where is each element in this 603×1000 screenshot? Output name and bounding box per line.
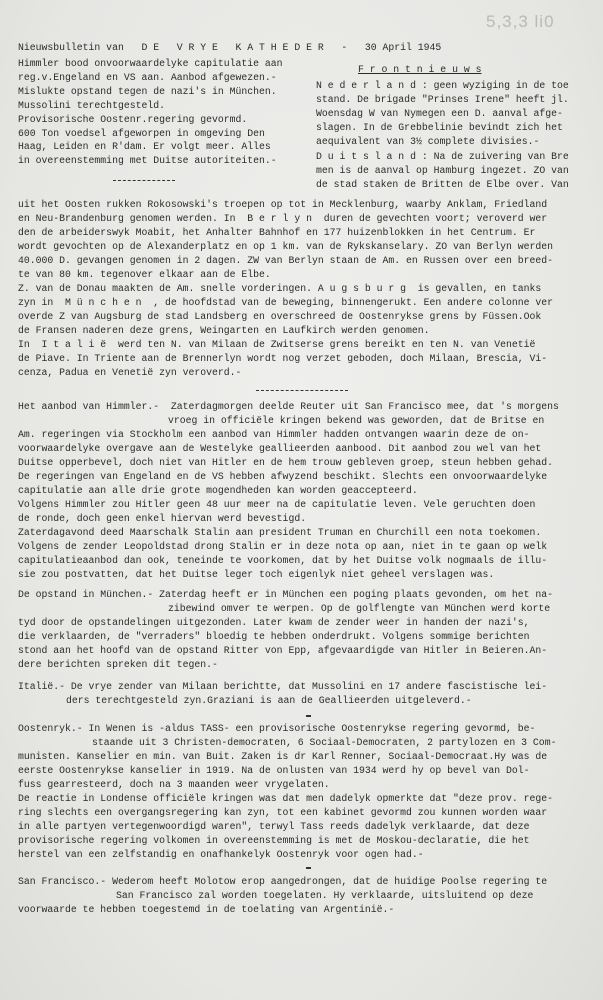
text-line-duitsland: Z. van de Donau maakten de Am. snelle vorderingen. A u g s b u r g is gevallen, en tanks xyxy=(18,283,542,294)
text-line-italie_front: cenza, Padua en Venetië zyn veroverd.- xyxy=(18,367,242,378)
text-line-duitsland: 40.000 D. gevangen genomen in 2 dagen. ZW van Berlyn staan de Am. en Russen over een breed- xyxy=(18,255,553,266)
text-line-sanfrancisco: San Francisco zal worden toegelaten. Hy verklaarde, uitsluitend op deze xyxy=(116,890,534,901)
text-line-nederland: aequivalent van 3½ complete divisies.- xyxy=(316,135,540,147)
text-line-summary: reg.v.Engeland en VS aan. Aanbod afgewezen.- xyxy=(18,71,277,83)
text-line-sanfrancisco: voorwaarde te hebben toegestemd in de toelating van Argentinië.- xyxy=(18,904,395,915)
text-line-himmler: Duitse opperbevel, doch niet van Hitler en de hem trouw gebleven groep, steun hebben gehad. xyxy=(18,457,553,468)
text-line-nederland: slagen. In de Grebbelinie bevindt zich het xyxy=(316,121,563,133)
text-line-oostenryk: ring slechts een overgangsregering kan zyn, tot een kabinet gevormd zou kunnen worden waar xyxy=(18,807,548,818)
text-line-duitsland_top: de stad staken de Britten de Elbe over. Van xyxy=(316,178,569,190)
archive-stamp: 5,3,3 li0 xyxy=(486,12,555,31)
text-line-munchen: dere berichten spreken dit tegen.- xyxy=(18,659,218,670)
text-line-oostenryk: eerste Oostenrykse kanselier in 1919. Na de onlusten van 1934 werd hy op bevel van Dol- xyxy=(18,765,530,776)
document-header: Nieuwsbulletin van D E V R Y E K A T H E D E R - 30 April 1945 xyxy=(18,42,442,53)
text-line-himmler: de ronde, doch geen enkel hiervan werd bevestigd. xyxy=(18,513,307,524)
text-line-sanfrancisco: San Francisco.- Wederom heeft Molotow erop aangedrongen, dat de huidige Poolse regering te xyxy=(18,876,548,887)
text-line-himmler: sie zou postvatten, dat het Duitse leger toch eigenlyk niet geheel verslagen was. xyxy=(18,569,495,580)
text-line-oostenryk: staande uit 3 Christen-democraten, 6 Sociaal-Democraten, 2 partylozen en 3 Com- xyxy=(92,737,557,748)
text-line-duitsland: den de arbeiderswyk Moabit, het Anhalter Bahnhof en 177 huizenblokken in het Centrum. Er xyxy=(18,227,536,238)
separator-dash xyxy=(306,867,311,869)
text-line-italie: ders terechtgesteld zyn.Graziani is aan de Geallieerden uitgeleverd.- xyxy=(66,695,472,706)
separator-dash xyxy=(306,715,311,717)
text-line-nederland: N e d e r l a n d : geen wyziging in de toe xyxy=(316,80,569,91)
text-line-summary: Mislukte opstand tegen de nazi's in München. xyxy=(18,85,277,97)
text-line-himmler: vroeg in officiële kringen bekend was geworden, dat de Britse en xyxy=(168,415,545,426)
text-line-munchen: die verklaarden, de "verraders" bloedig te hebben onderdrukt. Volgens sommige berichten xyxy=(18,631,530,642)
text-line-summary: Haag, Leiden en R'dam. Er volgt meer. Alles xyxy=(18,141,271,153)
text-line-himmler: capitulatieaanbod dan ook, teneinde te voorkomen, dat by het Duitse volk nogmaals de illu- xyxy=(18,555,548,566)
text-line-himmler: Volgens Himmler zou Hitler geen 48 uur meer na de capitulatie leven. Vele geruchten doen xyxy=(18,499,536,510)
text-line-duitsland: zyn in M ü n c h e n , de hoofdstad van de beweging, binnengerukt. Een andere colonne ver xyxy=(18,297,553,308)
text-line-oostenryk: in alle partyen vertegenwoordigd waren", terwyl Tass reeds dadelyk verklaarde, dat deze xyxy=(18,821,530,832)
text-line-summary: Provisorische Oostenr.regering gevormd. xyxy=(18,113,248,125)
text-line-himmler: capitulatie aan alle drie grote mogendheden kan worden geaccepteerd. xyxy=(18,485,418,496)
text-line-oostenryk: fuss gearresteerd, doch na 3 maanden weer vrygelaten. xyxy=(18,779,330,790)
front-news-heading: F r o n t n i e u w s xyxy=(358,64,482,75)
text-line-italie: Italië.- De vrye zender van Milaan berichtte, dat Mussolini en 17 andere fascistische lei- xyxy=(18,681,548,692)
text-line-oostenryk: Oostenryk.- In Wenen is -aldus TASS- een provisorische Oostenrykse regering gevormd, be- xyxy=(18,723,536,734)
text-line-oostenryk: munisten. Kanselier en min. van Buit. Zaken is dr Karl Renner, Sociaal-Democraat.Hy was de xyxy=(18,751,548,762)
text-line-summary: Mussolini terechtgesteld. xyxy=(18,99,165,111)
text-line-duitsland: de Fransen naderen deze grens, Weingarten en Laufkirch werden genomen. xyxy=(18,325,430,336)
divider xyxy=(256,390,348,391)
text-line-summary: 600 Ton voedsel afgeworpen in omgeving Den xyxy=(18,127,265,139)
text-line-italie_front: de Piave. In Triente aan de Brennerlyn wordt nog verzet geboden, doch Milaan, Brescia, Vi- xyxy=(18,353,548,364)
text-line-duitsland_top: D u i t s l a n d : Na de zuivering van Bre xyxy=(316,151,569,162)
text-line-nederland: Woensdag W van Nymegen een D. aanval afge- xyxy=(316,107,563,119)
text-line-duitsland: en Neu-Brandenburg genomen werden. In B e r l y n duren de gevechten voort; veroverd wer xyxy=(18,213,548,224)
text-line-himmler: Het aanbod van Himmler.- Zaterdagmorgen deelde Reuter uit San Francisco mee, dat 's morgens xyxy=(18,401,559,412)
text-line-oostenryk: De reactie in Londense officiële kringen was dat men dadelyk opmerkte dat "deze prov. rege- xyxy=(18,793,553,804)
text-line-summary: in overeenstemming met Duitse autoriteiten.- xyxy=(18,155,277,167)
text-line-duitsland_top: men is de aanval op Hamburg ingezet. ZO van xyxy=(316,164,569,176)
text-line-oostenryk: provisorische regering volkomen in overeenstemming is met de Moskou-declaratie, die het xyxy=(18,835,530,846)
text-line-duitsland: te van 80 km. tegenover elkaar aan de Elbe. xyxy=(18,269,271,280)
text-line-summary: Himmler bood onvoorwaardelyke capitulatie aan xyxy=(18,58,283,69)
text-line-munchen: zibewind omver te werpen. Op de golflengte van München werd korte xyxy=(168,603,551,614)
text-line-munchen: De opstand in München.- Zaterdag heeft er in München een poging plaats gevonden, om het na- xyxy=(18,589,553,600)
text-line-duitsland: overde Z van Augsburg de stad Landsberg en overschreed de Oostenrykse grens by Füssen.Ook xyxy=(18,311,542,322)
text-line-himmler: Am. regeringen via Stockholm een aanbod van Himmler hadden ontvangen waarin deze de on- xyxy=(18,429,530,440)
text-line-munchen: stond aan het hoofd van de opstand Ritter von Epp, afgevaardigde van Hitler in Beieren.An- xyxy=(18,645,548,656)
text-line-italie_front: In I t a l i ë werd ten N. van Milaan de Zwitserse grens bereikt en ten N. van Venetië xyxy=(18,339,536,350)
text-line-himmler: De regeringen van Engeland en de VS hebben afwyzend beschikt. Slechts een onvoorwaardelyke xyxy=(18,471,548,482)
text-line-himmler: Volgens de zender Leopoldstad drong Stalin er in deze nota op aan, niet in te gaan op welk xyxy=(18,541,548,552)
text-line-duitsland: wordt gevochten op de Alexanderplatz en op 1 km. van de Rykskanselary. ZO van Berlyn werden xyxy=(18,241,553,252)
text-line-himmler: voorwaardelyke overgave aan de Westelyke geallieerden aanbood. Dit aanbod zou wel van het xyxy=(18,443,542,454)
divider xyxy=(113,180,175,181)
text-line-himmler: Zaterdagavond deed Maarschalk Stalin aan president Truman en Churchill een nota toekomen. xyxy=(18,527,542,538)
text-line-duitsland: uit het Oosten rukken Rokosowski's troepen op tot in Mecklenburg, waarby Anklam, Friedland xyxy=(18,199,548,210)
text-line-munchen: tyd door de opstandelingen uitgezonden. Later kwam de zender weer in handen der nazi's, xyxy=(18,617,530,628)
text-line-oostenryk: herstel van een zelfstandig en onafhankelyk Oostenryk voor ogen had.- xyxy=(18,849,424,860)
text-line-nederland: stand. De brigade "Prinses Irene" heeft jl. xyxy=(316,93,569,105)
